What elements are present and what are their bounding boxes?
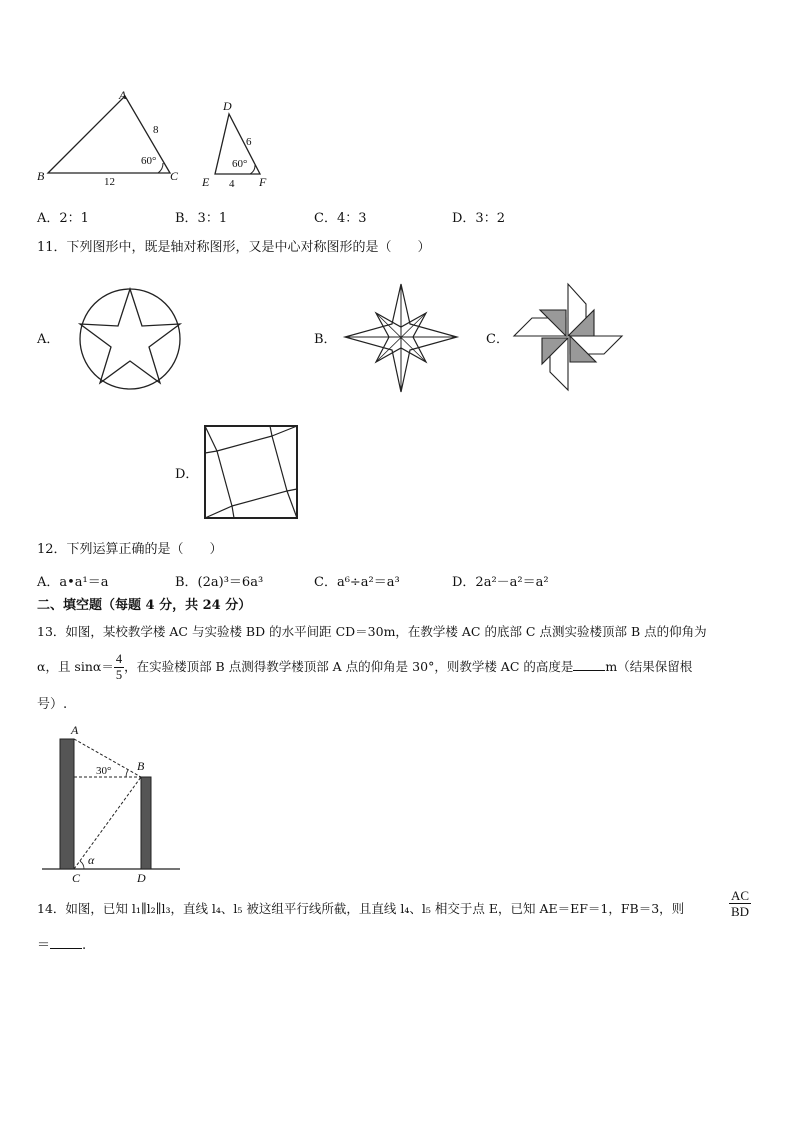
q13-line2-a: α，且 sinα＝ (37, 659, 114, 674)
equals-sign: ＝ (37, 938, 51, 953)
angle-c-label: 60° (141, 155, 157, 167)
q12-option-b: B．(2a)³＝6a³ (175, 575, 264, 590)
q11-label-d: D． (175, 467, 199, 482)
vertex-a-label: A (119, 88, 127, 102)
circle-star-figure (78, 287, 182, 391)
section-heading: 二、填空题（每题 4 分，共 24 分） (37, 598, 252, 613)
side-ac-length: 8 (153, 124, 159, 136)
point-b-label: B (137, 759, 145, 773)
side-ef-length: 4 (229, 178, 235, 190)
vertex-f-label: F (259, 175, 267, 189)
compass-star-figure (345, 284, 457, 392)
fraction-numerator: AC (731, 888, 750, 903)
q13-line2 (37, 652, 692, 683)
period: . (82, 938, 87, 953)
q13-line1: 13．如图，某校教学楼 AC 与实验楼 BD 的水平间距 CD＝30m，在教学楼 AC 的底部 C 点测实验楼顶部 B 点的仰角为 (37, 624, 707, 639)
answer-blank[interactable] (50, 936, 82, 949)
fraction-denominator: 5 (115, 668, 123, 682)
q12-option-a: A．a•a¹＝a (37, 575, 109, 590)
fraction-numerator: 4 (115, 652, 123, 666)
q13-line3: 号）. (37, 697, 68, 712)
square-rotated-square-figure (204, 425, 298, 519)
point-a-label: A (71, 723, 79, 737)
alpha-label: α (88, 853, 95, 867)
q13-line2-b: ，在实验楼顶部 B 点测得教学楼顶部 A 点的仰角是 30°，则教学楼 AC 的高度是 (124, 659, 574, 674)
q11-label-c: C． (486, 332, 509, 347)
sin-alpha-fraction (114, 652, 124, 683)
q12-option-c: C．a⁶÷a²＝a³ (314, 575, 400, 590)
q14-line2 (37, 936, 86, 956)
side-bc-length: 12 (104, 176, 115, 188)
vertex-c-label: C (170, 169, 179, 183)
q13-line2-c: m（结果保留根 (605, 659, 693, 674)
vertex-b-label: B (37, 169, 45, 183)
pinwheel-figure (514, 284, 624, 392)
q12-stem: 12．下列运算正确的是（ ） (37, 542, 223, 557)
angle-f-label: 60° (232, 158, 248, 170)
ac-over-bd-fraction (729, 888, 751, 919)
q14-line1: 14．如图，已知 l₁∥l₂∥l₃，直线 l₄、l₅ 被这组平行线所截，且直线 l₄、l₅ 相交于点 E，已知 AE＝EF＝1，FB＝3，则 (37, 901, 685, 916)
point-d-label: D (137, 871, 146, 885)
point-c-label: C (72, 871, 81, 885)
q11-label-a: A． (37, 332, 60, 347)
q10-option-b: B．3：1 (175, 211, 228, 226)
q11-stem: 11．下列图形中，既是轴对称图形，又是中心对称图形的是（ ） (37, 240, 431, 255)
side-df-length: 6 (246, 136, 252, 148)
q10-option-d: D．3：2 (452, 211, 505, 226)
buildings-figure (40, 730, 185, 875)
q12-option-d: D．2a²－a²＝a² (452, 575, 549, 590)
vertex-d-label: D (223, 99, 232, 113)
answer-blank[interactable] (573, 658, 605, 671)
angle-30-label: 30° (96, 765, 112, 777)
fraction-denominator: BD (731, 904, 750, 919)
q11-label-b: B． (314, 332, 337, 347)
q10-option-a: A．2：1 (37, 211, 89, 226)
q10-option-c: C．4：3 (314, 211, 367, 226)
vertex-e-label: E (202, 175, 210, 189)
